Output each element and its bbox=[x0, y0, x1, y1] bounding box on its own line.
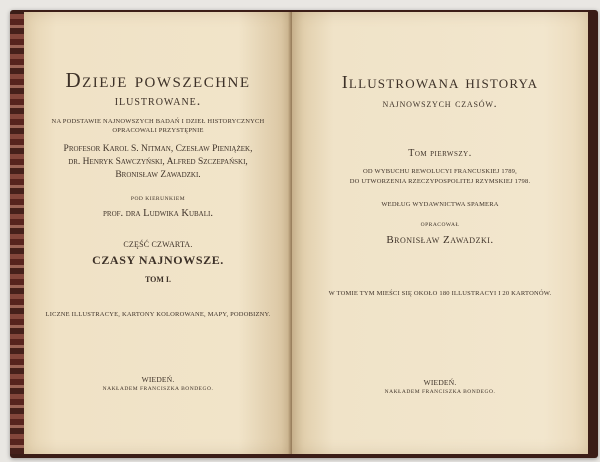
right-range-line2: DO UTWORZENIA RZECZYPOSPOLITEJ RZYMSKIEJ 1798. bbox=[349, 178, 531, 185]
left-authors-line2: dr. Henryk Sawczyński, Alfred Szczepański, bbox=[68, 157, 248, 167]
left-illustrations: LICZNE ILLUSTRACYE, KARTONY KOLOROWANE, MAPY, PODOBIZNY. bbox=[45, 311, 271, 318]
right-city: WIEDEŃ. bbox=[423, 378, 457, 387]
right-publisher: NAKŁADEM FRANCISZKA BONDEGO. bbox=[384, 389, 496, 395]
left-authors-line1: Profesor Karol S. Nitman, Czesław Pieniążek, bbox=[63, 144, 253, 154]
left-subtitle-line1: NA PODSTAWIE NAJNOWSZYCH BADAŃ I DZIEŁ HISTORYCZNYCH bbox=[51, 118, 265, 125]
right-edition: WEDŁUG WYDAWNICTWA SPAMERA bbox=[381, 201, 499, 208]
left-part: CZĘŚĆ CZWARTA. bbox=[123, 240, 193, 249]
left-subtitle-line2: OPRACOWALI PRZYSTĘPNIE bbox=[112, 127, 204, 134]
left-part-title: CZASY NAJNOWSZE. bbox=[92, 253, 224, 267]
left-authors-line3: Bronisław Zawadzki. bbox=[115, 170, 201, 180]
left-city: WIEDEŃ. bbox=[141, 375, 175, 384]
right-author: Bronisław Zawadzki. bbox=[386, 234, 494, 246]
left-title-line1: Dzieje powszechne bbox=[65, 68, 251, 92]
right-title-line2: najnowszych czasów. bbox=[382, 96, 498, 110]
marbled-edge bbox=[10, 14, 24, 454]
right-title-line1: Illustrowana historya bbox=[341, 72, 539, 92]
left-title-line2: ilustrowane. bbox=[114, 94, 202, 109]
right-range-line1: OD WYBUCHU REWOLUCYI FRANCUSKIEJ 1789, bbox=[363, 168, 517, 175]
left-publisher: NAKŁADEM FRANCISZKA BONDEGO. bbox=[102, 386, 214, 392]
right-volume: Tom pierwszy. bbox=[408, 148, 472, 159]
left-editor-name: prof. dra Ludwika Kubali. bbox=[103, 208, 213, 219]
right-page bbox=[292, 12, 588, 454]
right-prepared-label: OPRACOWAŁ bbox=[420, 222, 460, 228]
left-page bbox=[24, 12, 292, 454]
right-contents: W TOMIE TYM MIEŚCI SIĘ OKOŁO 180 ILLUSTRACYI I 20 KARTONÓW. bbox=[328, 290, 552, 297]
left-volume: TOM I. bbox=[144, 275, 172, 284]
left-editor-label: POD KIERUNKIEM bbox=[130, 196, 186, 202]
